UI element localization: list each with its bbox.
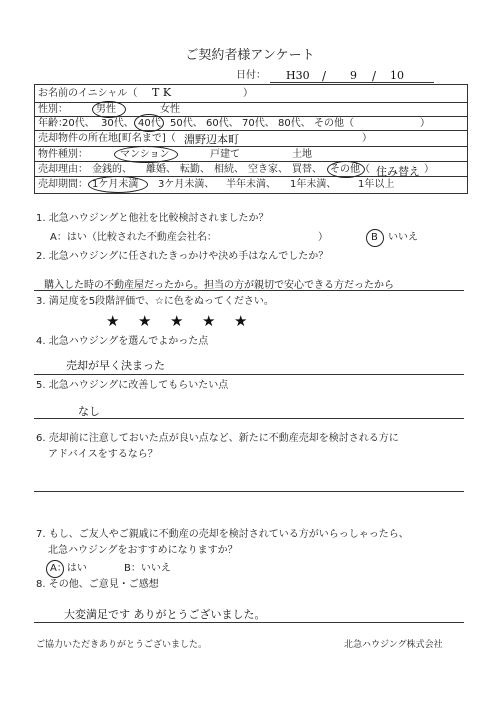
date-day: 10 (390, 69, 404, 82)
period-label: 売却期間： (38, 179, 88, 190)
period-option-3m: 3ケ月未満、 (158, 179, 215, 190)
gender-option-male: 男性 (96, 104, 116, 115)
reason-option-replace: 買替、 (292, 164, 322, 175)
q7-option-a: A：はい (50, 563, 87, 574)
reason-circle (327, 161, 365, 178)
q3-text: 3. 満足度を5段階評価で、☆に色をぬってください。 (36, 296, 274, 307)
gender-circle (92, 101, 126, 118)
age-option-80: 80代、 (278, 118, 311, 129)
location-value: 淵野辺本町 (184, 133, 239, 146)
q1-option-b-letter: B (371, 232, 378, 243)
initial-value: T K (152, 86, 172, 99)
reason-option-close: ） (424, 164, 434, 175)
reason-label: 売却理由： (38, 164, 88, 175)
date-month: 9 (350, 69, 357, 82)
q1-option-a: A：はい（比較された不動産会社名： (50, 232, 217, 243)
reason-option-transfer: 転勤、 (180, 164, 210, 175)
date-slash-1: / (322, 69, 327, 83)
reason-other-value: 住み替え (376, 165, 420, 178)
age-label: 年齢： (38, 118, 68, 129)
q6-text-line2: アドバイスをするなら？ (48, 449, 158, 460)
reason-option-inherit: 相続、 (214, 164, 244, 175)
rating-star-icon: ★ (170, 312, 184, 330)
q5-answer: なし (78, 405, 100, 418)
type-label: 物件種別： (38, 149, 88, 160)
date-underline (270, 82, 434, 83)
age-option-60: 60代、 (206, 118, 239, 129)
gender-label: 性別： (38, 104, 68, 115)
age-option-20: 20代、 (62, 118, 95, 129)
age-option-50: 50代、 (170, 118, 203, 129)
footer-company: 北急ハウジング株式会社 (344, 640, 443, 650)
gender-option-female: 女性 (160, 104, 180, 115)
q5-text: 5. 北急ハウジングに改善してもらいたい点 (36, 380, 229, 391)
location-label: 売却物件の所在地[町名まで]（ (38, 133, 176, 144)
type-option-mansion: マンション (120, 149, 170, 160)
reason-option-other: その他（ (330, 164, 370, 175)
q7-text: 7. もし、ご友人やご親戚に不動産の売却を検討されている方がいらっしゃったら、 (36, 529, 409, 540)
period-option-6m: 半年未満、 (226, 179, 276, 190)
q7-text-line2: 北急ハウジングをおすすめになりますか？ (48, 545, 238, 556)
q2-answer: 購入した時の不動産屋だったから。担当の方が親切で安心できる方だったから (44, 280, 394, 291)
date-year: H30 (286, 69, 310, 82)
reason-option-vacant: 空き家、 (248, 164, 288, 175)
q1-option-a-close: ） (318, 232, 328, 243)
date-label: 日付： (236, 70, 266, 81)
q2-text: 2. 北急ハウジングに任されたきっかけや決め手はなんでしたか？ (36, 251, 329, 262)
period-option-1y: 1年未満、 (290, 179, 337, 190)
age-option-70: 70代、 (242, 118, 275, 129)
reason-option-money: 金銭的、 (92, 164, 132, 175)
period-circle (88, 176, 148, 193)
age-option-30: 30代、 (101, 118, 134, 129)
q8-answer: 大変満足です ありがとうございました。 (64, 608, 266, 621)
age-option-40: 40代 (138, 118, 161, 129)
age-option-other: その他（ (314, 118, 354, 129)
q8-text: 8. その他、ご意見・ご感想 (36, 579, 159, 590)
q1-option-b: いいえ (388, 232, 418, 243)
rating-star-icon: ★ (234, 312, 248, 330)
period-option-over1y: 1年以上 (358, 179, 395, 190)
type-option-land: 土地 (292, 149, 312, 160)
date-slash-2: / (372, 69, 377, 83)
footer-thanks: ご協力いただきありがとうございました。 (36, 640, 208, 650)
type-option-house: 戸建て (210, 149, 240, 160)
q4-text: 4. 北急ハウジングを選んでよかった点 (36, 336, 209, 347)
rating-star-icon: ★ (202, 312, 216, 330)
q7-circle (46, 560, 64, 578)
age-circle (134, 114, 164, 132)
rating-star-icon: ★ (138, 312, 152, 330)
rating-star-icon: ★ (106, 312, 120, 330)
q1-text: 1. 北急ハウジングと他社を比較検討されましたか？ (36, 213, 269, 224)
page-title: ご契約者様アンケート (185, 48, 315, 63)
q1-circle (366, 229, 384, 247)
reason-option-divorce: 離婚、 (146, 164, 176, 175)
q4-answer: 売却が早く決まった (66, 359, 165, 372)
period-option-1m: 1ケ月未満 (92, 179, 139, 190)
location-close: ） (362, 133, 372, 144)
q7-option-b: B：いいえ (124, 563, 171, 574)
age-option-close: ） (420, 118, 430, 129)
initial-close: ） (243, 88, 253, 99)
initial-label: お名前のイニシャル（ (38, 88, 138, 99)
type-circle (114, 146, 178, 163)
q6-text: 6. 売却前に注意しておいた点が良い点など、新たに不動産売却を検討される方に (36, 433, 399, 444)
